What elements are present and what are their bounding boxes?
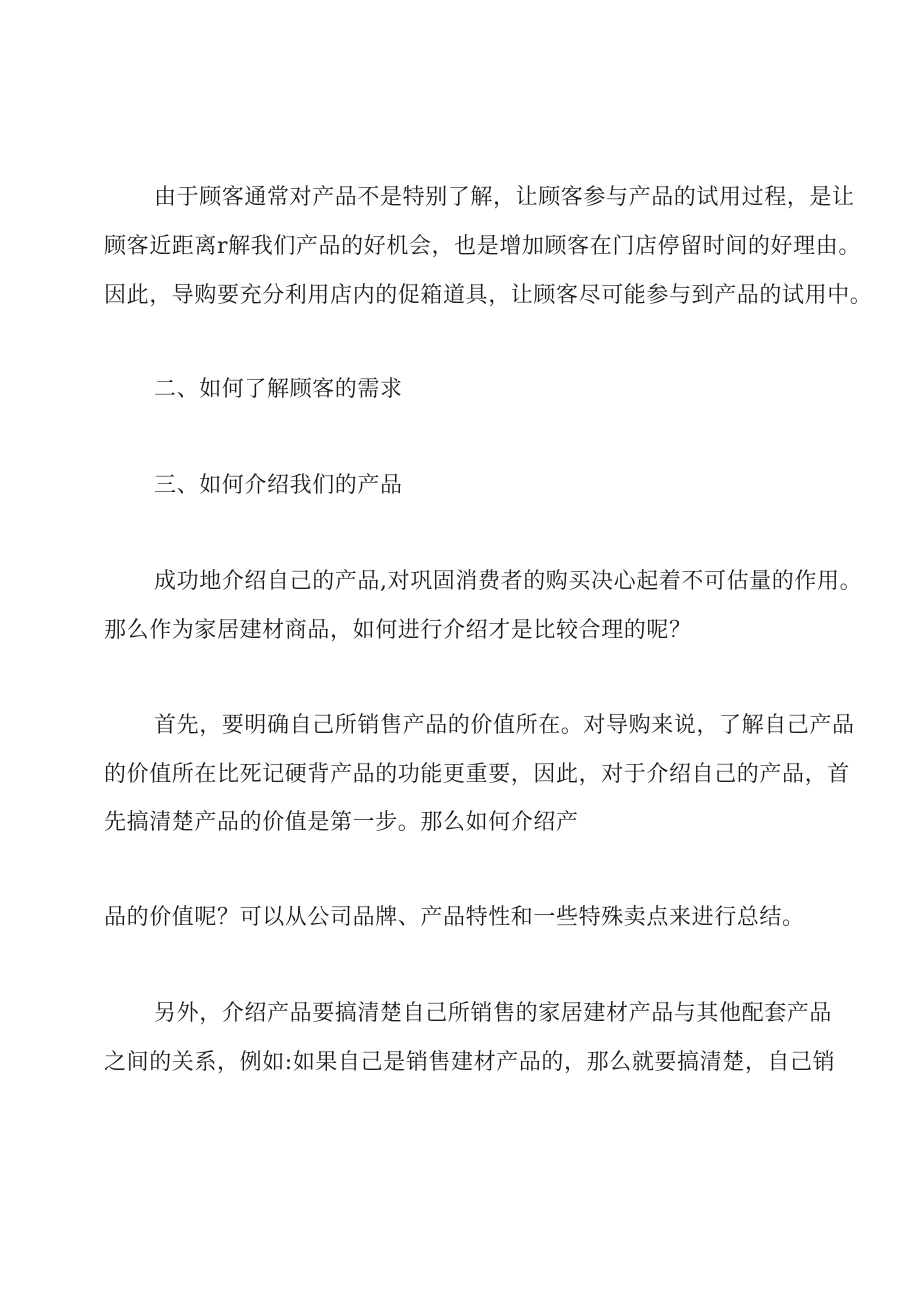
text-line: 品的价值呢？可以从公司品牌、产品特性和一些特殊卖点来进行总结。 <box>104 905 805 930</box>
text-line: 的价值所在比死记硬背产品的功能更重要，因此，对于介绍自己的产品，首 <box>104 762 850 787</box>
text-line: 因此，导购要充分利用店内的促箱道具，让顾客尽可能参与到产品的试用中。 <box>104 283 873 308</box>
text-line: 之间的关系，例如:如果自己是销售建材产品的，那么就要搞清楚，自己销 <box>104 1050 836 1075</box>
text-line: 那么作为家居建材商品，如何进行介绍才是比较合理的呢？ <box>104 618 692 643</box>
text-line: 先搞清楚产品的价值是第一步。那么如何介绍产 <box>104 810 579 835</box>
text-line: 由于顾客通常对产品不是特别了解，让顾客参与产品的试用过程，是让 <box>154 185 855 210</box>
text-line: 首先，要明确自己所销售产品的价值所在。对导购来说，了解自己产品 <box>154 713 855 738</box>
section-heading-2: 二、如何了解顾客的需求 <box>154 377 403 402</box>
text-line: 成功地介绍自己的产品,对巩固消费者的购买决心起着不可估量的作用。 <box>154 569 863 594</box>
text-line: 另外，介绍产品要搞清楚自己所销售的家居建材产品与其他配套产品 <box>154 1001 833 1026</box>
section-heading-3: 三、如何介绍我们的产品 <box>154 473 403 498</box>
text-line: 顾客近距离r解我们产品的好机会，也是增加顾客在门店停留时间的好理由。 <box>104 234 861 259</box>
